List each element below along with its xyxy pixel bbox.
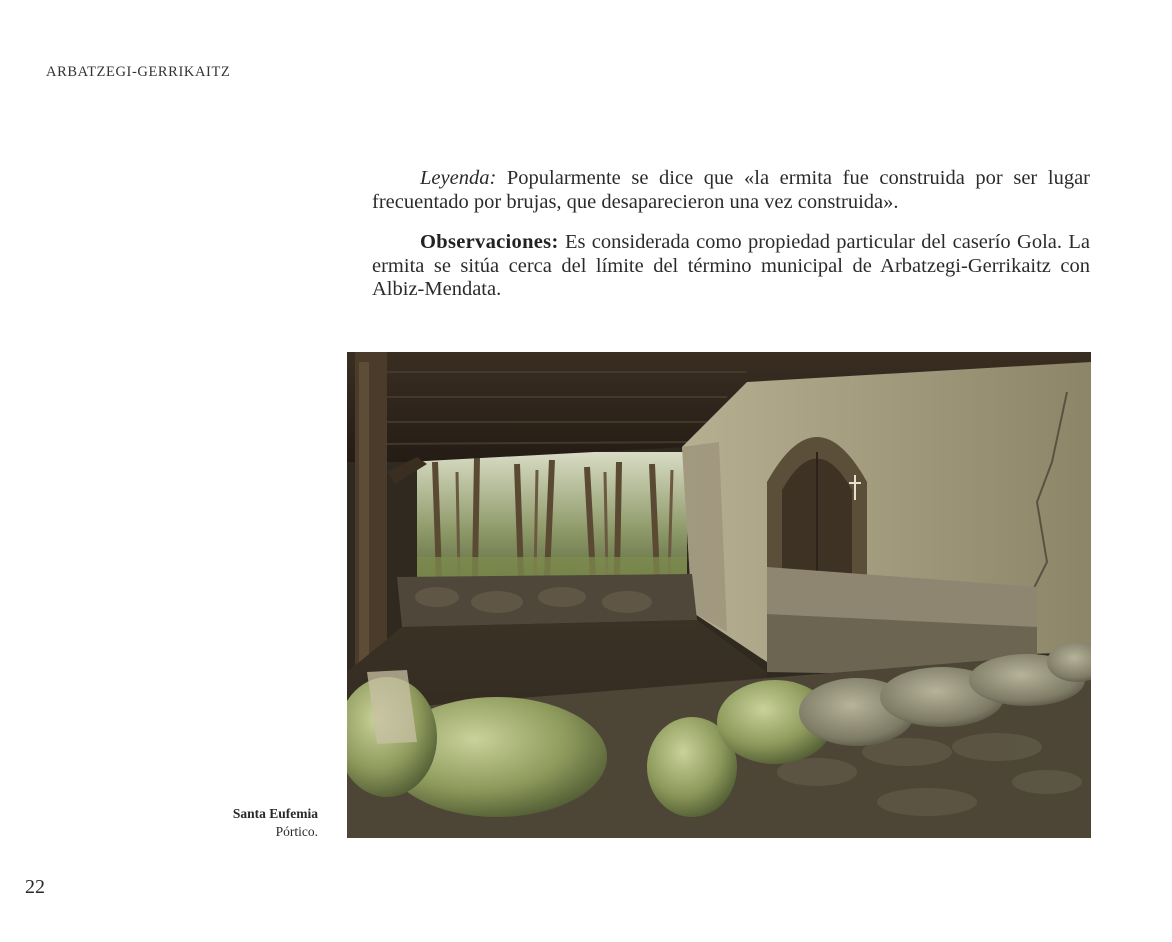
- observations-paragraph: [372, 231, 1090, 302]
- legend-text: Popularmente se dice que «la ermita fue construida por ser lugar frecuentado por brujas, que desaparecieron una vez construida».: [372, 167, 1090, 213]
- portico-photo: [347, 352, 1091, 838]
- observations-text: Es considerada como propiedad particular del caserío Gola. La ermita se sitúa cerca del límite del término municipal de Arbatzegi-Gerrikaitz con Albiz-Mendata.: [372, 231, 1090, 300]
- observations-label: Observaciones:: [420, 231, 559, 253]
- page-number: 22: [25, 876, 45, 898]
- photo-caption: [150, 805, 318, 841]
- caption-subtitle: Pórtico.: [275, 824, 318, 839]
- legend-paragraph: [372, 167, 1090, 214]
- running-head: ARBATZEGI-GERRIKAITZ: [46, 64, 231, 80]
- body-text: [372, 167, 1090, 319]
- legend-label: Leyenda:: [420, 167, 497, 189]
- portico-photo-illustration: [347, 352, 1091, 838]
- caption-title: Santa Eufemia: [232, 806, 318, 821]
